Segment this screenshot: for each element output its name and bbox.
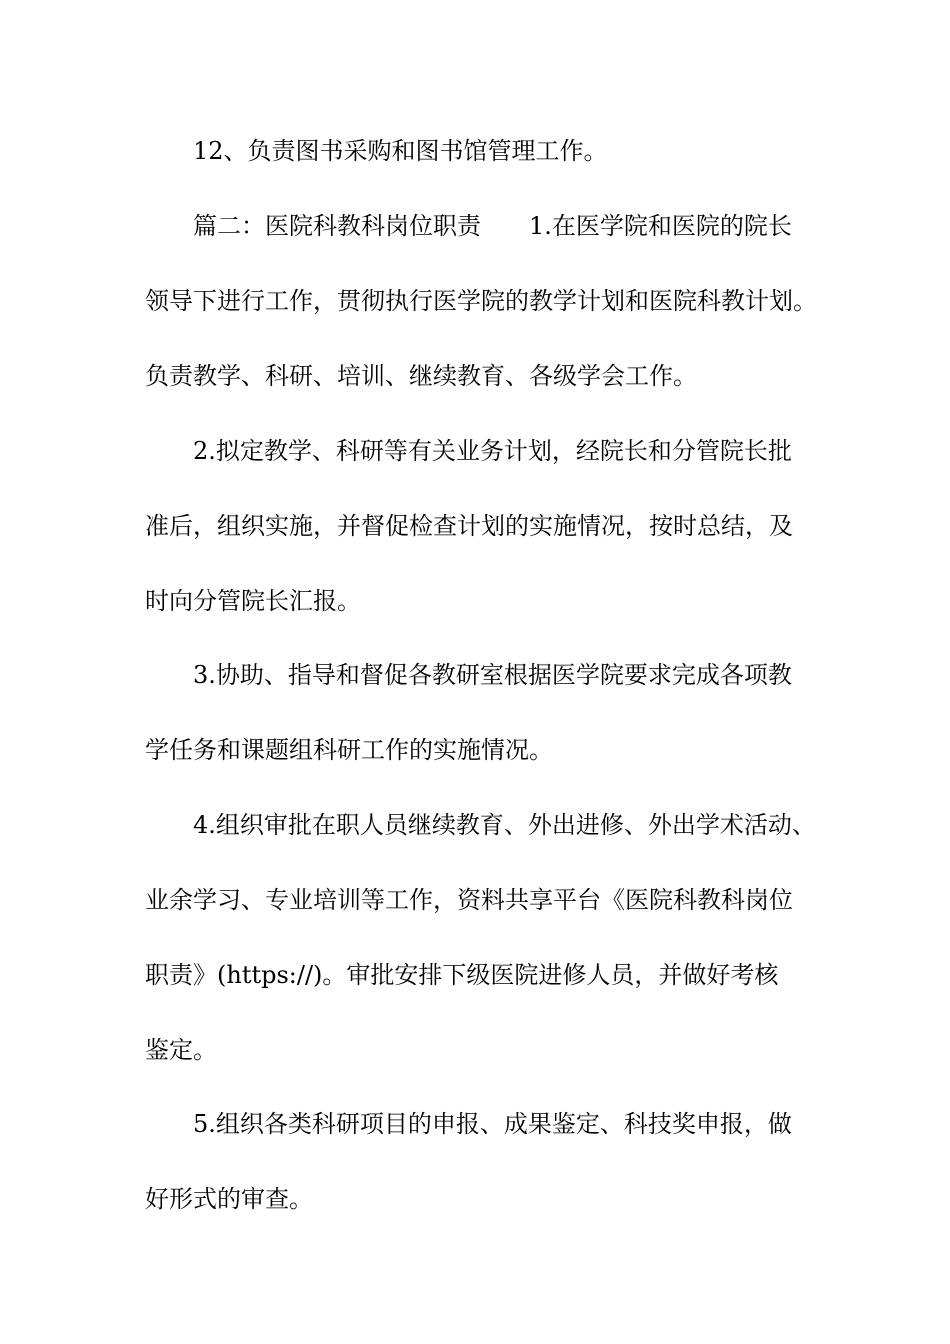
text-line: 好形式的审查。 [145,1185,313,1213]
text-line: 2.拟定教学、科研等有关业务计划，经院长和分管院长批 [193,437,792,465]
text-line: 4.组织审批在职人员继续教育、外出进修、外出学术活动、 [193,811,816,839]
text-line: 时向分管院长汇报。 [145,587,361,615]
text-line: 3.协助、指导和督促各教研室根据医学院要求完成各项教 [193,661,792,689]
text-line: 鉴定。 [145,1036,217,1064]
text-line: 负责教学、科研、培训、继续教育、各级学会工作。 [145,362,697,390]
text-line: 5.组织各类科研项目的申报、成果鉴定、科技奖申报，做 [193,1110,792,1138]
text-line: 领导下进行工作，贯彻执行医学院的教学计划和医院科教计划。 [145,287,817,315]
text-line: 学任务和课题组科研工作的实施情况。 [145,736,553,764]
text-line: 篇二：医院科教科岗位职责 1.在医学院和医院的院长 [193,212,792,240]
text-line: 职责》(https://)。审批安排下级医院进修人员，并做好考核 [145,961,779,989]
text-line: 业余学习、专业培训等工作，资料共享平台《医院科教科岗位 [145,886,793,914]
text-line: 准后，组织实施，并督促检查计划的实施情况，按时总结，及 [145,512,793,540]
text-line: 12、负责图书采购和图书馆管理工作。 [193,137,608,165]
